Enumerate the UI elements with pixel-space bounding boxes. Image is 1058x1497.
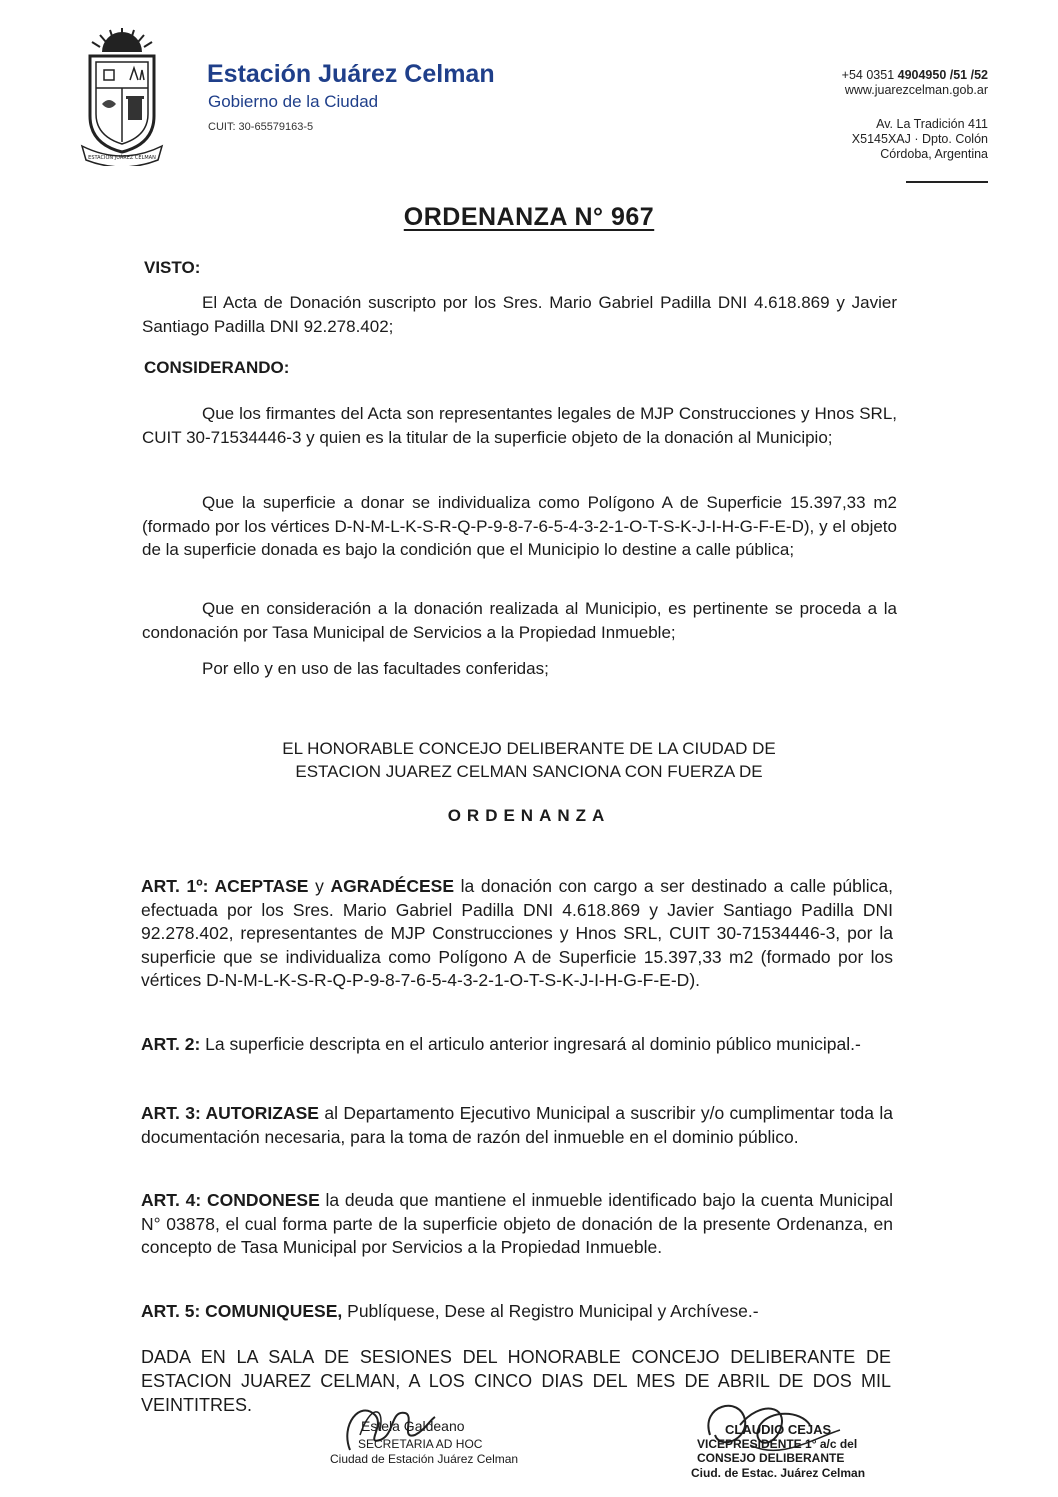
considerando-heading: CONSIDERANDO: — [144, 358, 290, 377]
article-2-label: ART. 2: — [141, 1034, 201, 1054]
visto-heading: VISTO: — [144, 258, 201, 277]
left-signer-institution: Ciudad de Estación Juárez Celman — [330, 1452, 519, 1466]
document-title-text: ORDENANZA N° 967 — [403, 203, 655, 231]
article-5 — [141, 1300, 893, 1324]
considerando-paragraph-4: Por ello y en uso de las facultades conferidas; — [202, 659, 549, 678]
article-1-joiner: y — [308, 876, 331, 896]
article-4 — [141, 1189, 893, 1260]
right-signer-role-line-2: CONSEJO DELIBERANTE — [697, 1451, 845, 1465]
considerando-paragraph-2: Que la superficie a donar se individualiza como Polígono A de Superficie 15.397,33 m2 (formado por los vértices D-N-M-L-K-S-R-Q-P-9-8-7-6-5-4-3-2-1-O-T-S-K-J-I-H-G-F-E-D), y el objeto de la superficie donada es bajo la condición que el Municipio lo destine a calle pública; — [142, 493, 897, 559]
article-2 — [141, 1033, 893, 1057]
contact-phone — [842, 68, 988, 82]
org-name: Estación Juárez Celman — [207, 60, 495, 88]
article-3-text: al Departamento Ejecutivo Municipal a suscribir y/o cumplimentar toda la documentación necesaria, para la toma de razón del inmueble en el dominio público. — [141, 1103, 893, 1147]
article-1-label: ART. 1º: ACEPTASE — [141, 876, 309, 896]
article-1-text: la donación con cargo a ser destinado a calle pública, efectuada por los Sres. Mario Gabriel Padilla DNI 4.618.869 y Javier Santiago Padilla DNI 92.278.402, representantes de MJP Construcciones y Hnos SRL, CUIT 30-71534446-3, por la superficie que se individualiza como Polígono A de Superficie 15.397,33 m2 (formado por los vértices D-N-M-L-K-S-R-Q-P-9-8-7-6-5-4-3-2-1-O-T-S-K-J-I-H-G-F-E-D). — [141, 876, 893, 990]
considerando-paragraph-3: Que en consideración a la donación realizada al Municipio, es pertinente se proceda a la condonación por Tasa Municipal de Servicios a la Propiedad Inmueble; — [142, 599, 897, 642]
article-1 — [141, 875, 893, 993]
visto-paragraph: El Acta de Donación suscripto por los Sres. Mario Gabriel Padilla DNI 4.618.869 y Javier Santiago Padilla DNI 92.278.402; — [142, 293, 897, 336]
article-5-text: Publíquese, Dese al Registro Municipal y Archívese.- — [342, 1301, 759, 1321]
header-divider — [906, 181, 988, 183]
city-crest-logo — [76, 26, 168, 166]
address-line-1: Av. La Tradición 411 — [876, 117, 988, 131]
address-line-3: Córdoba, Argentina — [880, 147, 988, 161]
document-title — [0, 203, 1058, 232]
article-4-text: la deuda que mantiene el inmueble identificado bajo la cuenta Municipal N° 03878, el cual forma parte de la superficie objeto de donación de la presente Ordenanza, en concepto de Tasa Municipal por Servicios a la Propiedad Inmueble. — [141, 1190, 893, 1257]
article-3-label: ART. 3: AUTORIZASE — [141, 1103, 319, 1123]
phone-prefix: +54 0351 — [841, 68, 898, 82]
ordenanza-heading: ORDENANZA — [447, 806, 611, 825]
considerando-paragraph-1: Que los firmantes del Acta son representantes legales de MJP Construcciones y Hnos SRL, CUIT 30-71534446-3 y quien es la titular de la superficie objeto de la donación al Municipio; — [142, 404, 897, 447]
phone-main: 4904950 /51 /52 — [897, 68, 988, 82]
right-signer-institution: Ciud. de Estac. Juárez Celman — [691, 1466, 866, 1480]
dada-paragraph: DADA EN LA SALA DE SESIONES DEL HONORABLE CONCEJO DELIBERANTE DE ESTACION JUAREZ CELMAN, A LOS CINCO DIAS DEL MES DE ABRIL DE DOS MIL VEINTITRES. — [141, 1347, 891, 1415]
left-signer-role: SECRETARIA AD HOC — [358, 1437, 483, 1451]
org-subtitle: Gobierno de la Ciudad — [208, 92, 379, 111]
article-3 — [141, 1102, 893, 1149]
left-signer-name: Estela Galdeano — [361, 1418, 465, 1434]
address-line-2: X5145XAJ · Dpto. Colón — [851, 132, 988, 146]
svg-text:ESTACIÓN JUÁREZ CELMAN: ESTACIÓN JUÁREZ CELMAN — [88, 155, 156, 161]
contact-website: www.juarezcelman.gob.ar — [844, 83, 988, 97]
right-signer-role-line-1: VICEPRESIDENTE 1° a/c del — [697, 1437, 858, 1451]
article-5-label: ART. 5: COMUNIQUESE, — [141, 1301, 343, 1321]
article-2-text: La superficie descripta en el articulo anterior ingresará al dominio público municipal.- — [200, 1034, 861, 1054]
article-1-label-2: AGRADÉCESE — [330, 876, 454, 896]
sanciona-line-2: ESTACION JUAREZ CELMAN SANCIONA CON FUERZA DE — [295, 762, 763, 781]
sanciona-line-1: EL HONORABLE CONCEJO DELIBERANTE DE LA CIUDAD DE — [282, 739, 776, 758]
org-cuit: CUIT: 30-65579163-5 — [208, 121, 314, 133]
article-4-label: ART. 4: CONDONESE — [141, 1190, 320, 1210]
right-signer-name: CLAUDIO CEJAS — [725, 1422, 832, 1437]
